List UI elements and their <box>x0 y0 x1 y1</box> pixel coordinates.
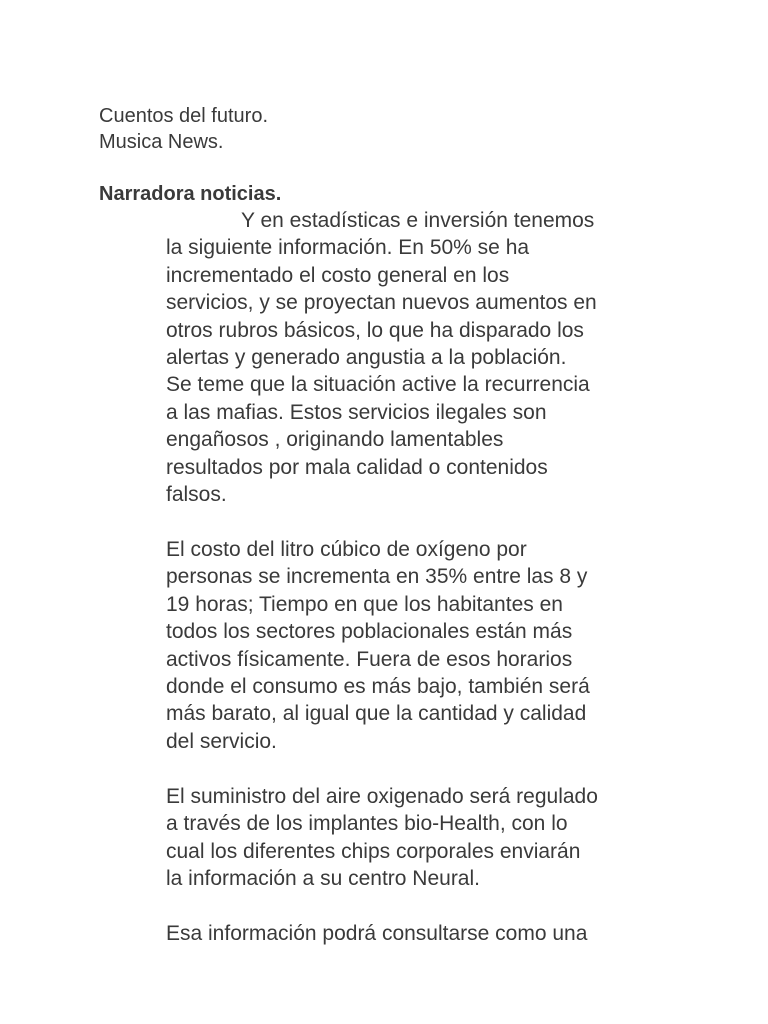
document-title: Cuentos del futuro. <box>99 105 268 127</box>
text-line: otros rubros básicos, lo que ha disparado los <box>166 318 584 342</box>
document-subtitle: Musica News. <box>99 131 224 153</box>
text-line: incrementado el costo general en los <box>166 263 510 287</box>
text-line: la siguiente información. En 50% se ha <box>166 236 530 260</box>
text-line: a las mafias. Estos servicios ilegales son <box>166 400 547 424</box>
paragraph-4 <box>166 920 686 947</box>
paragraph-1 <box>166 207 686 508</box>
text-line: engañosos , originando lamentables <box>166 428 504 452</box>
text-line: Esa información podrá consultarse como una <box>166 922 588 945</box>
text-line: 19 horas; Tiempo en que los habitantes en <box>166 592 563 616</box>
text-line: la información a su centro Neural. <box>166 867 480 891</box>
text-line: alertas y generado angustia a la población. <box>166 346 567 370</box>
text-line: Se teme que la situación active la recurrencia <box>166 373 590 397</box>
text-line: más barato, al igual que la cantidad y calidad <box>166 702 587 726</box>
text-line: El costo del litro cúbico de oxígeno por <box>166 538 527 561</box>
text-line: servicios, y se proyectan nuevos aumentos en <box>166 291 597 315</box>
paragraph-2 <box>166 536 686 755</box>
text-line: activos físicamente. Fuera de esos horarios <box>166 647 573 671</box>
speaker-label: Narradora noticias. <box>99 183 282 205</box>
text-line: todos los sectores poblacionales están más <box>166 620 573 644</box>
text-line: resultados por mala calidad o contenidos <box>166 455 548 479</box>
text-line: donde el consumo es más bajo, también será <box>166 675 590 699</box>
text-line: del servicio. <box>166 729 277 753</box>
text-line: El suministro del aire oxigenado será regulado <box>166 785 598 808</box>
text-line: a través de los implantes bio-Health, con lo <box>166 812 568 836</box>
paragraph-3 <box>166 783 686 893</box>
text-line: cual los diferentes chips corporales enviarán <box>166 839 581 863</box>
text-line: personas se incrementa en 35% entre las 8 y <box>166 565 588 589</box>
text-line: falsos. <box>166 483 227 507</box>
text-line: Y en estadísticas e inversión tenemos <box>241 209 595 232</box>
